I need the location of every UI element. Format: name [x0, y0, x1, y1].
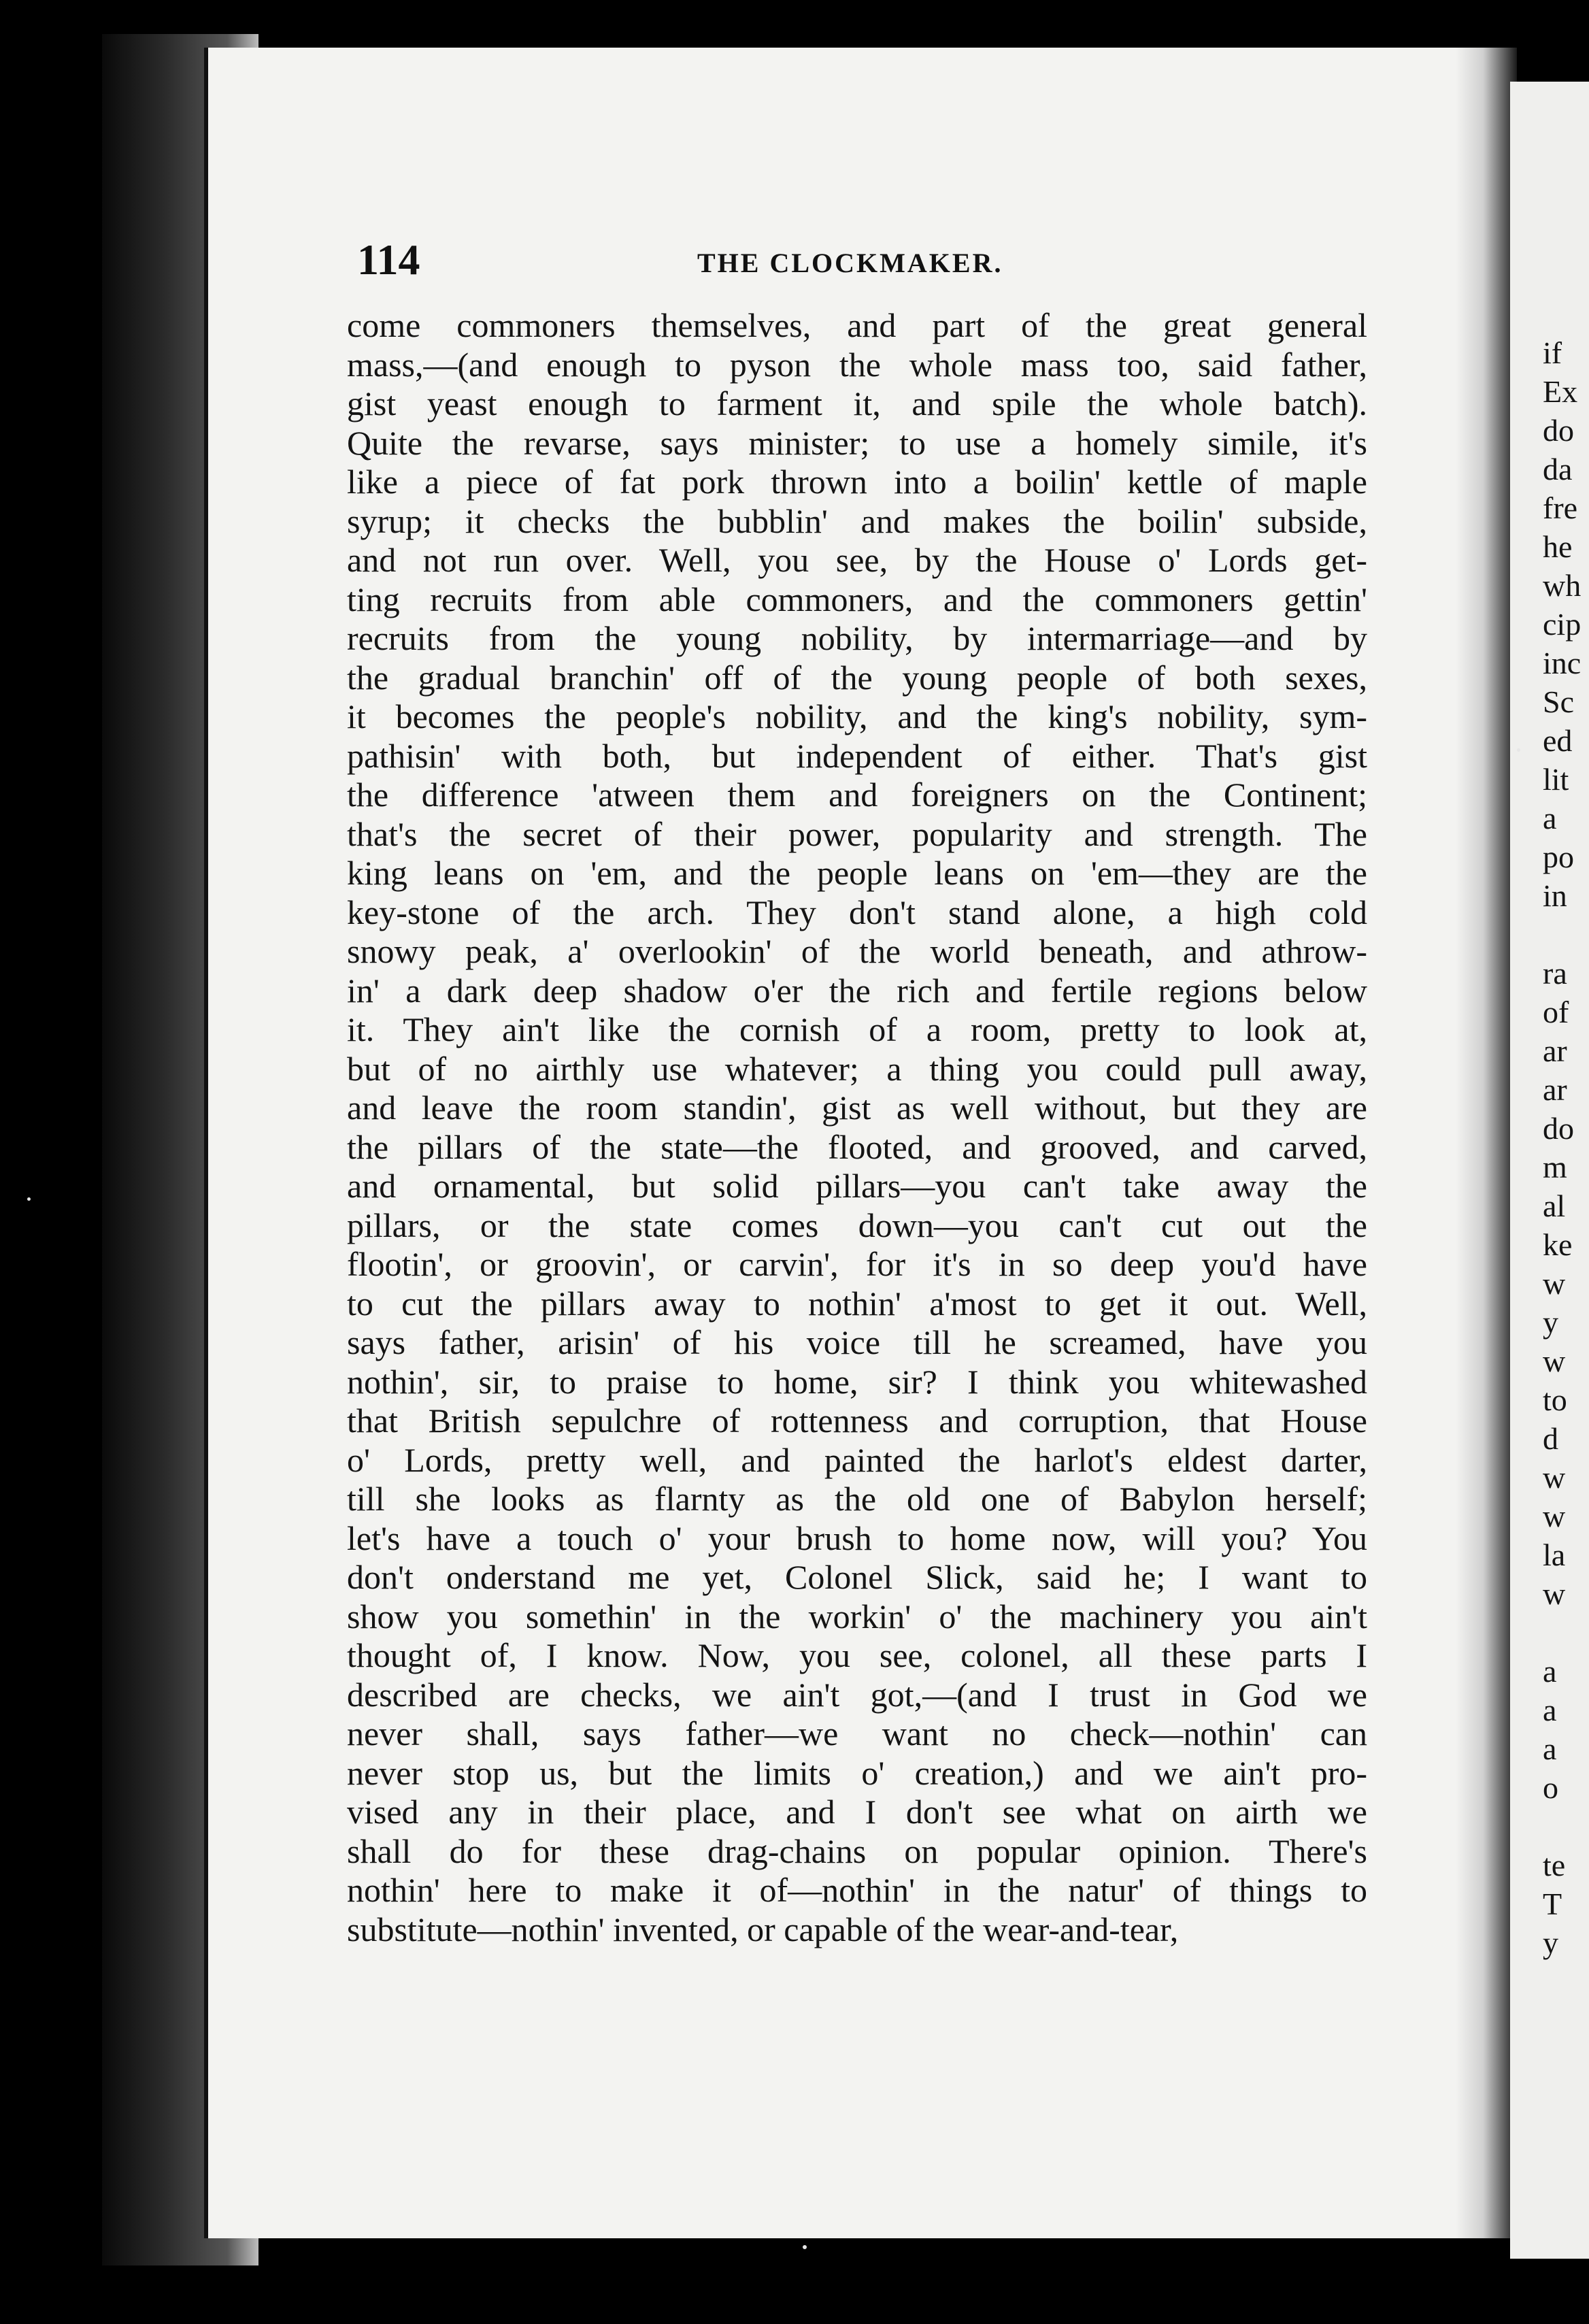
- text-line: gist yeast enough to farment it, and spile the whole batch).: [347, 384, 1367, 422]
- facing-page-fragment: of: [1543, 995, 1569, 1029]
- facing-page-fragment: y: [1543, 1305, 1558, 1340]
- facing-page-fragment: ar: [1543, 1033, 1567, 1068]
- text-line: it. They ain't like the cornish of a room, pretty to look at,: [347, 1010, 1367, 1048]
- text-line: nothin' here to make it of—nothin' in the natur' of things to: [347, 1871, 1367, 1909]
- facing-page-fragment: ed: [1543, 723, 1573, 758]
- facing-page-fragment: a: [1543, 1731, 1557, 1766]
- facing-page-fragment: Sc: [1543, 684, 1574, 719]
- facing-page-fragment: inc: [1543, 646, 1582, 680]
- facing-page-fragment: d: [1543, 1421, 1558, 1456]
- facing-page-fragment: a: [1543, 801, 1557, 835]
- text-line: never shall, says father—we want no check—nothin' can: [347, 1714, 1367, 1753]
- facing-page-fragment: w: [1543, 1576, 1566, 1611]
- text-line: recruits from the young nobility, by intermarriage—and by: [347, 619, 1367, 657]
- facing-page-fragment: fre: [1543, 491, 1578, 525]
- text-line: the difference 'atween them and foreigners on the Continent;: [347, 776, 1367, 814]
- text-line: thought of, I know. Now, you see, colonel, all these parts I: [347, 1636, 1367, 1674]
- facing-page-fragment: in: [1543, 878, 1567, 913]
- facing-page-fragment: do: [1543, 413, 1574, 448]
- text-line: described are checks, we ain't got,—(and I trust in God we: [347, 1675, 1367, 1714]
- facing-page-fragment: cip: [1543, 607, 1582, 642]
- text-line: substitute—nothin' invented, or capable of the wear-and-tear,: [347, 1910, 1179, 1948]
- facing-page-fragment: [1543, 1807, 1589, 1846]
- facing-page-fragment: la: [1543, 1538, 1566, 1572]
- text-line: let's have a touch o' your brush to home now, will you? You: [347, 1518, 1367, 1557]
- facing-page-fragment: al: [1543, 1189, 1566, 1223]
- facing-page-fragment: wh: [1543, 568, 1582, 603]
- facing-page-fragment: he: [1543, 529, 1573, 564]
- text-line: the gradual branchin' off of the young people of both sexes,: [347, 658, 1367, 697]
- scan-speck: [1517, 748, 1520, 752]
- text-line: pillars, or the state comes down—you can't cut out the: [347, 1206, 1367, 1244]
- text-line: syrup; it checks the bubblin' and makes the boilin' subside,: [347, 501, 1367, 540]
- text-line: that British sepulchre of rottenness and corruption, that House: [347, 1401, 1367, 1440]
- text-line: that's the secret of their power, popularity and strength. The: [347, 814, 1367, 853]
- text-line: in' a dark deep shadow o'er the rich and fertile regions below: [347, 971, 1367, 1010]
- body-text: [347, 306, 1367, 1949]
- text-line: key-stone of the arch. They don't stand alone, a high cold: [347, 893, 1367, 931]
- text-line: flootin', or groovin', or carvin', for it's in so deep you'd have: [347, 1245, 1367, 1283]
- facing-page-fragment: to: [1543, 1382, 1567, 1417]
- facing-page-fragment: lit: [1543, 762, 1569, 797]
- text-line: and leave the room standin', gist as well without, but they are: [347, 1089, 1367, 1127]
- facing-page-fragment: a: [1543, 1693, 1557, 1727]
- text-line: mass,—(and enough to pyson the whole mass too, said father,: [347, 345, 1367, 384]
- facing-page-fragment: T: [1543, 1887, 1562, 1921]
- facing-page-fragment: [1543, 915, 1589, 954]
- text-line: shall do for these drag-chains on popular opinion. There's: [347, 1831, 1367, 1870]
- text-line: says father, arisin' of his voice till he screamed, have you: [347, 1323, 1367, 1361]
- facing-page-fragment: do: [1543, 1111, 1574, 1146]
- text-line: come commoners themselves, and part of the great general: [347, 306, 1367, 344]
- running-title: THE CLOCKMAKER.: [697, 248, 1003, 278]
- text-line: but of no airthly use whatever; a thing you could pull away,: [347, 1049, 1367, 1088]
- text-line: and ornamental, but solid pillars—you can't take away the: [347, 1167, 1367, 1205]
- page-header: [357, 235, 1337, 289]
- text-line: pathisin' with both, but independent of either. That's gist: [347, 736, 1367, 775]
- text-line: show you somethin' in the workin' o' the machinery you ain't: [347, 1597, 1367, 1636]
- page-number: 114: [357, 235, 420, 284]
- facing-page-fragment: o: [1543, 1770, 1558, 1805]
- text-line: never stop us, but the limits o' creation,) and we ain't pro-: [347, 1753, 1367, 1792]
- text-line: like a piece of fat pork thrown into a boilin' kettle of maple: [347, 463, 1367, 501]
- text-line: the pillars of the state—the flooted, and grooved, and carved,: [347, 1127, 1367, 1166]
- facing-page-fragment: a: [1543, 1654, 1557, 1689]
- facing-page-fragment: Ex: [1543, 374, 1578, 409]
- facing-page-fragment: te: [1543, 1848, 1566, 1882]
- facing-page-fragment: w: [1543, 1266, 1566, 1301]
- facing-page-fragment: w: [1543, 1460, 1566, 1495]
- text-line: Quite the revarse, says minister; to use a homely simile, it's: [347, 423, 1367, 462]
- scan-speck: [803, 2245, 807, 2249]
- scan-speck: [27, 1197, 31, 1201]
- facing-page-fragment: da: [1543, 452, 1573, 486]
- facing-page-fragment: ke: [1543, 1227, 1573, 1262]
- facing-page-fragment: ar: [1543, 1072, 1567, 1107]
- facing-page-fragment: ra: [1543, 956, 1567, 991]
- text-line: it becomes the people's nobility, and the king's nobility, sym-: [347, 697, 1367, 735]
- facing-page-fragment: [1543, 1613, 1589, 1652]
- book-gutter: [1456, 48, 1517, 2238]
- text-line: vised any in their place, and I don't see what on airth we: [347, 1793, 1367, 1831]
- text-line: nothin', sir, to praise to home, sir? I think you whitewashed: [347, 1362, 1367, 1401]
- text-line: snowy peak, a' overlookin' of the world beneath, and athrow-: [347, 932, 1367, 970]
- facing-page-text: [1543, 333, 1589, 1962]
- facing-page-fragment: m: [1543, 1150, 1567, 1184]
- text-line: o' Lords, pretty well, and painted the harlot's eldest darter,: [347, 1440, 1367, 1479]
- facing-page-fragment: w: [1543, 1499, 1566, 1533]
- text-line: to cut the pillars away to nothin' a'most to get it out. Well,: [347, 1284, 1367, 1323]
- text-line: and not run over. Well, you see, by the House o' Lords get-: [347, 541, 1367, 579]
- facing-page-fragment: w: [1543, 1344, 1566, 1378]
- facing-page-fragment: if: [1543, 335, 1562, 370]
- text-line: king leans on 'em, and the people leans on 'em—they are the: [347, 854, 1367, 892]
- text-line: ting recruits from able commoners, and the commoners gettin': [347, 580, 1367, 618]
- text-line: don't onderstand me yet, Colonel Slick, said he; I want to: [347, 1558, 1367, 1596]
- facing-page-fragment: po: [1543, 840, 1574, 874]
- text-line: till she looks as flarnty as the old one of Babylon herself;: [347, 1480, 1367, 1518]
- facing-page-fragment: y: [1543, 1925, 1558, 1960]
